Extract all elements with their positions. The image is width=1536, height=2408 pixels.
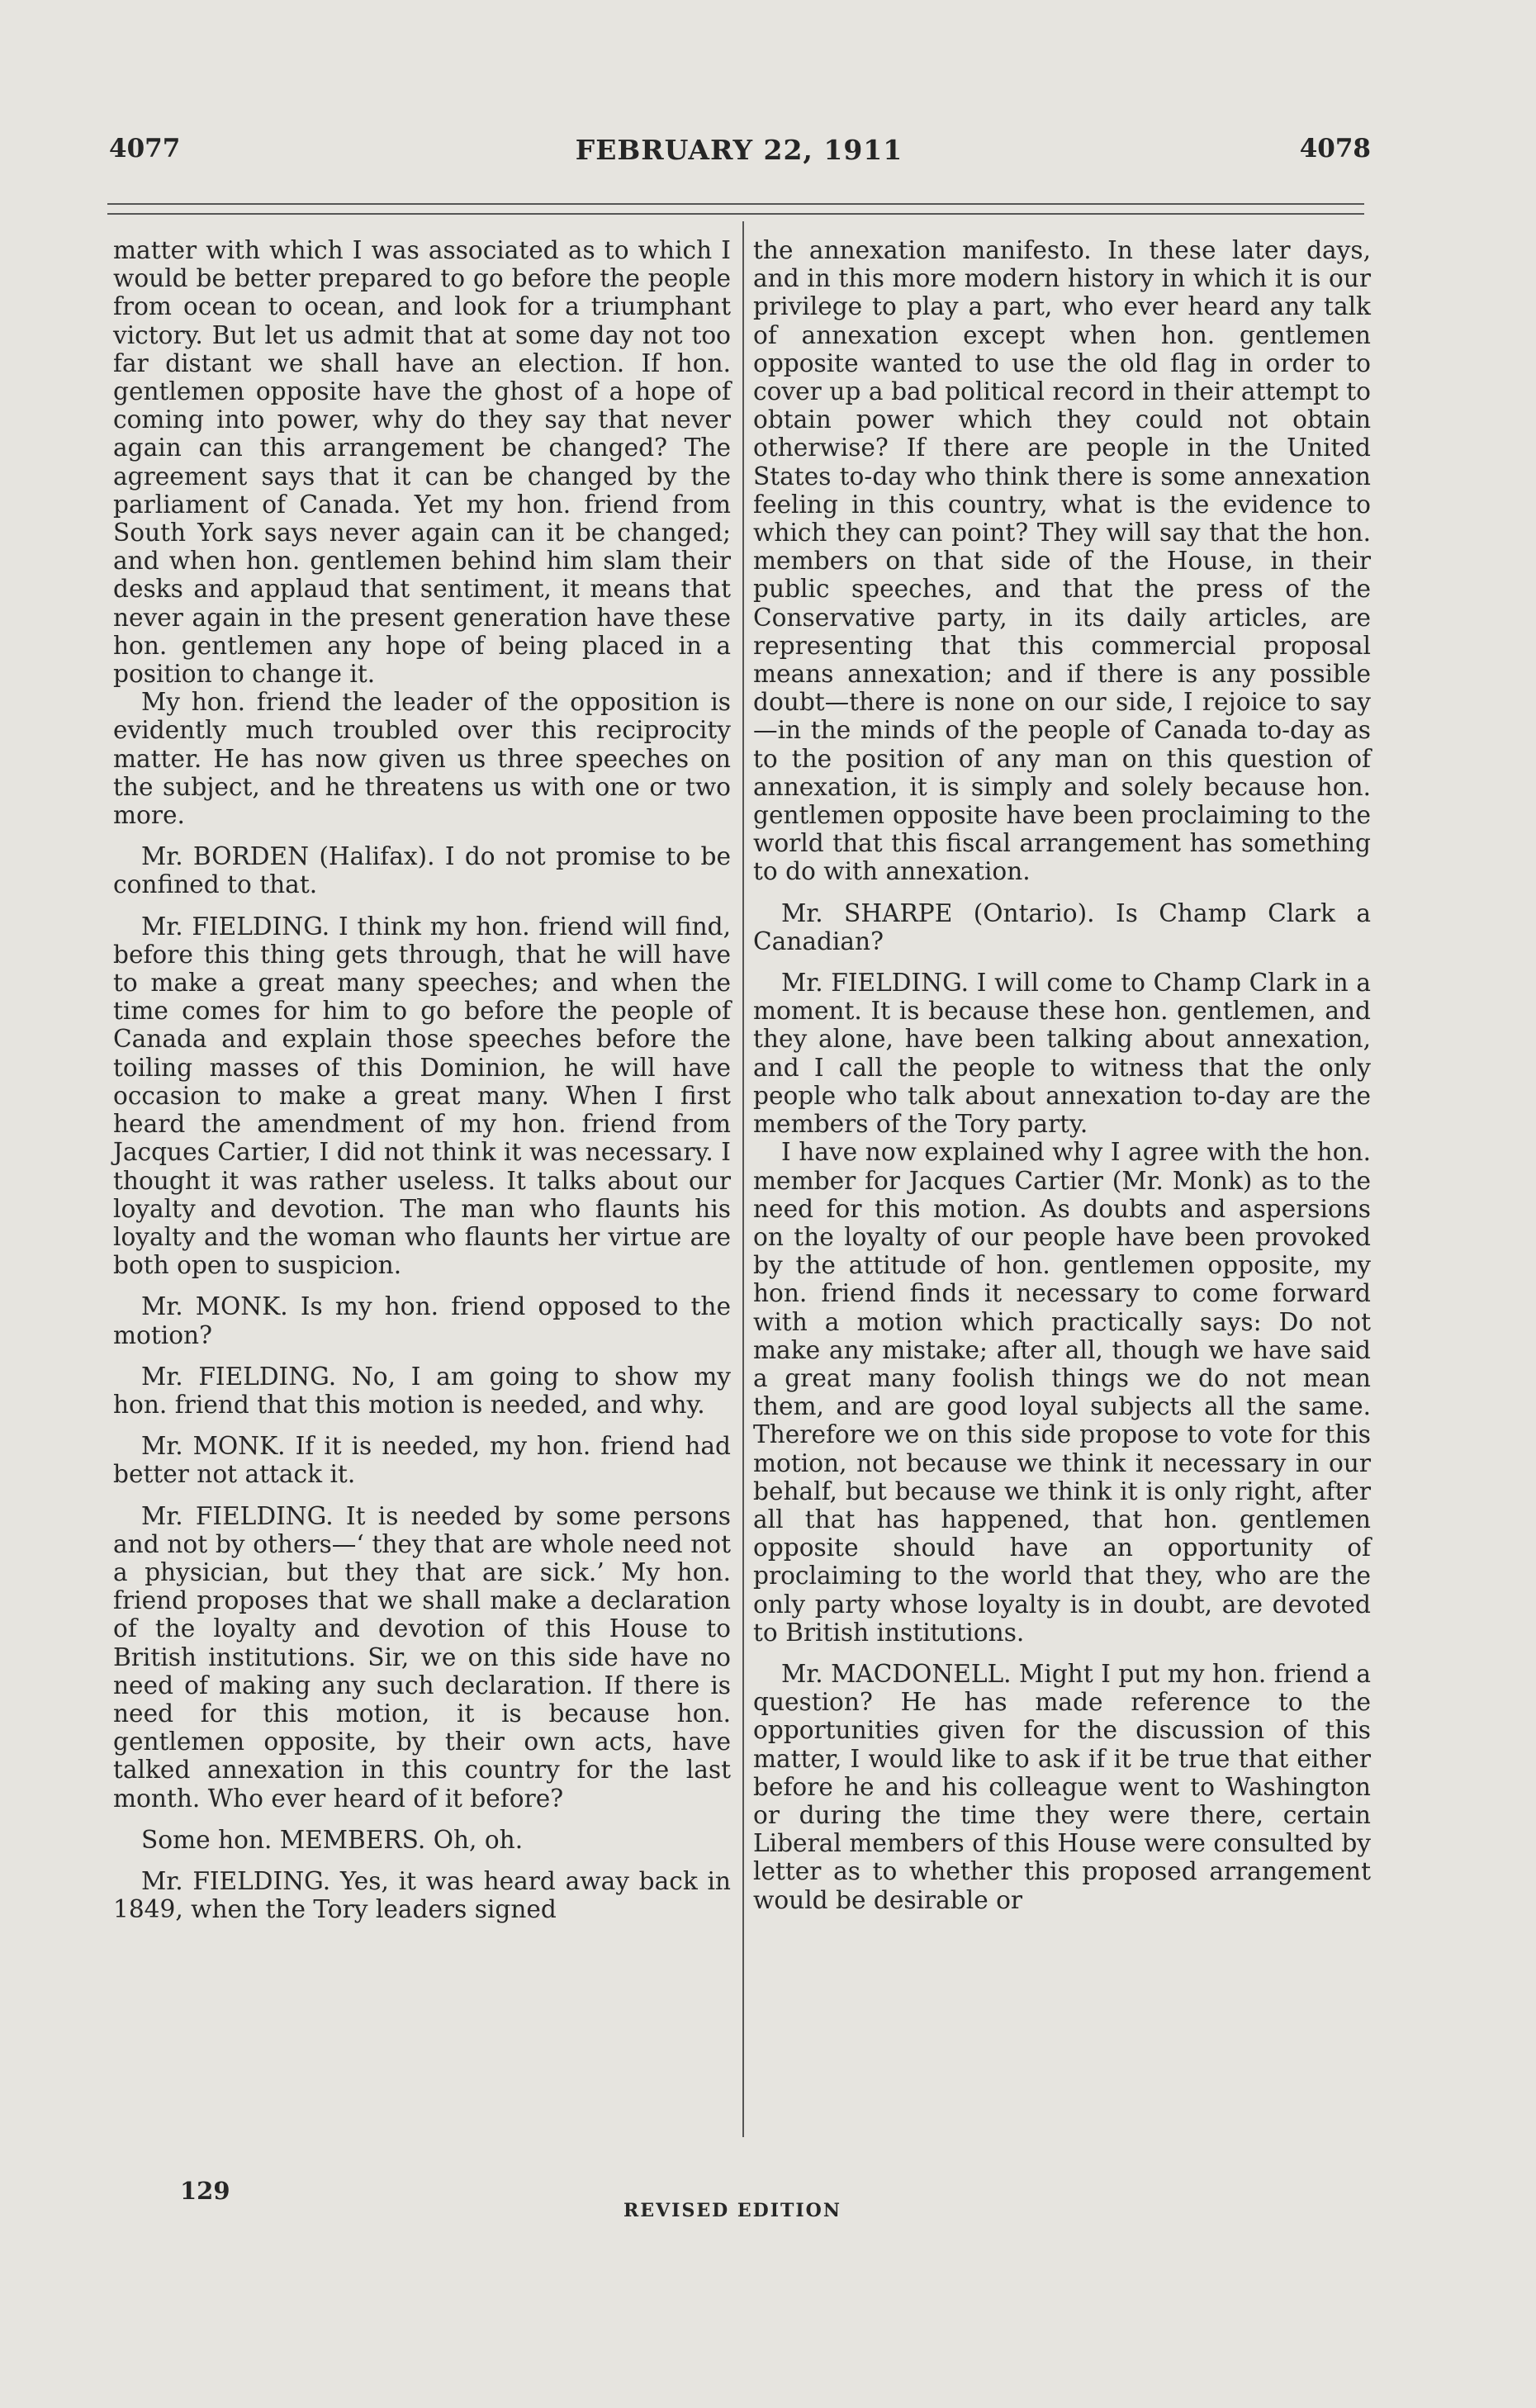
paragraph: matter with which I was associated as to which I would be better prepared to go before the people from ocean to ocean, and look for a triumphant victory. But let us admit that at some day not too far distant we shall have an election. If hon. gentlemen opposite have the ghost of a hope of coming into power, why do they say that never again can this arrangement be changed? The agreement says that it can be changed by the parliament of Canada. Yet my hon. friend from South York says never again can it be changed; and when hon. gentlemen behind him slam their desks and applaud that sentiment, it means that never again in the present generation have these hon. gentlemen any hope of being placed in a position to change it. <box>113 236 731 689</box>
paragraph: I have now explained why I agree with the hon. member for Jacques Cartier (Mr. Monk) as to the need for this motion. As doubts and aspersions on the loyalty of our people have been provoked by the attitude of hon. gentlemen opposite, my hon. friend finds it necessary to come forward with a motion which practically says: Do not make any mistake; after all, though we have said a great many foolish things we do not mean them, and are good loyal subjects all the same. Therefore we on this side propose to vote for this motion, not because we think it necessary in our behalf, but because we think it is only right, after all that has happened, that hon. gentlemen opposite should have an opportunity of proclaiming to the world that they, who are the only party whose loyalty is in doubt, are devoted to British institutions. <box>753 1138 1371 1647</box>
folio-number: 129 <box>180 2177 230 2205</box>
header-rule-bottom <box>107 213 1364 215</box>
paragraph: Mr. FIELDING. Yes, it was heard away back in 1849, when the Tory leaders signed <box>113 1866 731 1924</box>
paragraph: Mr. FIELDING. It is needed by some persons and not by others—‘ they that are whole need not a physician, but they that are sick.’ My hon. friend proposes that we shall make a declaration of the loyalty and devotion of this House to British institutions. Sir, we on this side have no need of making any such declaration. If there is need for this motion, it is because hon. gentlemen opposite, by their own acts, have talked annexation in this country for the last month. Who ever heard of it before? <box>113 1501 731 1813</box>
right-column <box>753 236 1371 1914</box>
paragraph: the annexation manifesto. In these later days, and in this more modern history in which it is our privilege to play a part, who ever heard any talk of annexation except when hon. gentlemen opposite wanted to use the old flag in order to cover up a bad political record in their attempt to obtain power which they could not obtain otherwise? If there are people in the United States to-day who think there is some annexation feeling in this country, what is the evidence to which they can point? They will say that the hon. members on that side of the House, in their public speeches, and that the press of the Conservative party, in its daily articles, are representing that this commercial proposal means annexation; and if there is any possible doubt—there is none on our side, I rejoice to say—in the minds of the people of Canada to-day as to the position of any man on this question of annexation, it is simply and solely because hon. gentlemen opposite have been proclaiming to the world that this fiscal arrangement has something to do with annexation. <box>753 236 1371 886</box>
header-date: FEBRUARY 22, 1911 <box>575 134 903 166</box>
paragraph: Mr. FIELDING. I think my hon. friend will find, before this thing gets through, that he will have to make a great many speeches; and when the time comes for him to go before the people of Canada and explain those speeches before the toiling masses of this Dominion, he will have occasion to make a great many. When I first heard the amendment of my hon. friend from Jacques Cartier, I did not think it was necessary. I thought it was rather useless. It talks about our loyalty and devotion. The man who flaunts his loyalty and the woman who flaunts her virtue are both open to suspicion. <box>113 912 731 1280</box>
header-rule-top <box>107 203 1364 205</box>
footer-edition: REVISED EDITION <box>623 2200 841 2221</box>
paragraph: Mr. BORDEN (Halifax). I do not promise to be confined to that. <box>113 842 731 899</box>
column-divider <box>742 221 744 2137</box>
left-column <box>113 236 731 1923</box>
page-header <box>107 134 1371 175</box>
right-page-number: 4078 <box>1299 134 1371 164</box>
paragraph: Mr. MONK. Is my hon. friend opposed to the motion? <box>113 1292 731 1349</box>
paragraph: Mr. SHARPE (Ontario). Is Champ Clark a Canadian? <box>753 898 1371 955</box>
paragraph: My hon. friend the leader of the opposition is evidently much troubled over this reciprocity matter. He has now given us three speeches on the subject, and he threatens us with one or two more. <box>113 688 731 830</box>
paragraph: Mr. MACDONELL. Might I put my hon. friend a question? He has made reference to the opportunities given for the discussion of this matter, I would like to ask if it be true that either before he and his colleague went to Washington or during the time they were there, certain Liberal members of this House were consulted by letter as to whether this proposed arrangement would be desirable or <box>753 1659 1371 1914</box>
paragraph: Mr. MONK. If it is needed, my hon. friend had better not attack it. <box>113 1432 731 1489</box>
paragraph: Mr. FIELDING. I will come to Champ Clark in a moment. It is because these hon. gentlemen, and they alone, have been talking about annexation, and I call the people to witness that the only people who talk about annexation to-day are the members of the Tory party. <box>753 969 1371 1139</box>
paragraph: Some hon. MEMBERS. Oh, oh. <box>141 1825 524 1854</box>
left-page-number: 4077 <box>109 134 181 164</box>
paragraph: Mr. FIELDING. No, I am going to show my hon. friend that this motion is needed, and why. <box>113 1362 731 1419</box>
